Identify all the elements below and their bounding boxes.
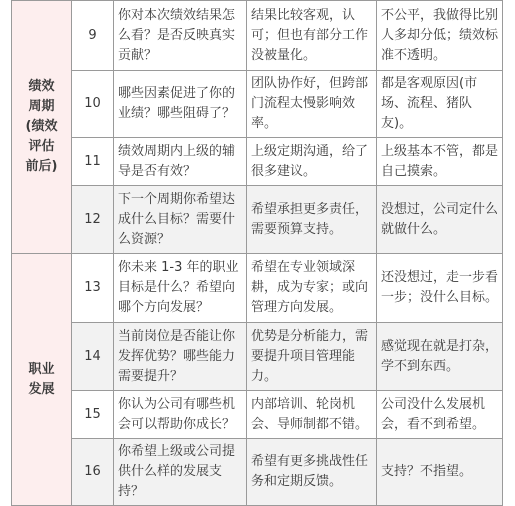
- positive-answer: 希望有更多挑战性任务和定期反馈。: [247, 439, 377, 506]
- positive-answer: 希望在专业领域深耕，成为专家；或向管理方向发展。: [247, 254, 377, 323]
- category-label-line: 前后): [25, 159, 58, 174]
- table-row: [12, 391, 503, 439]
- question-number: 10: [72, 71, 114, 138]
- table-row: [12, 439, 503, 506]
- category-label-line: 绩效: [28, 79, 55, 94]
- table-row: [12, 186, 503, 254]
- positive-answer: 结果比较客观，认可；但也有部分工作没被量化。: [247, 1, 377, 71]
- negative-answer: 支持？不指望。: [377, 439, 503, 506]
- question-text: 你认为公司有哪些机会可以帮助你成长？: [114, 391, 247, 439]
- positive-answer: 优势是分析能力，需要提升项目管理能力。: [247, 323, 377, 391]
- question-text: 你未来 1-3 年的职业目标是什么？希望向哪个方向发展？: [114, 254, 247, 323]
- interview-question-table: [11, 0, 503, 506]
- question-text: 你希望上级或公司提供什么样的发展支持？: [114, 439, 247, 506]
- category-label-line: 职业: [28, 361, 55, 377]
- negative-answer: 都是客观原因(市场、流程、猪队友)。: [377, 71, 503, 138]
- question-number: 14: [72, 323, 114, 391]
- table-row: [12, 71, 503, 138]
- negative-answer: 上级基本不管，都是自己摸索。: [377, 138, 503, 186]
- question-number: 12: [72, 186, 114, 254]
- question-number: 11: [72, 138, 114, 186]
- question-number: 16: [72, 439, 114, 506]
- table-row: [12, 254, 503, 323]
- table-row: [12, 1, 503, 71]
- category-label-line: (绩效: [25, 119, 58, 134]
- question-number: 15: [72, 391, 114, 439]
- positive-answer: 内部培训、轮岗机会、导师制都不错。: [247, 391, 377, 439]
- question-number: 9: [72, 1, 114, 71]
- category-career-development: [12, 254, 72, 506]
- negative-answer: 感觉现在就是打杂，学不到东西。: [377, 323, 503, 391]
- negative-answer: 公司没什么发展机会，看不到希望。: [377, 391, 503, 439]
- table-row: [12, 323, 503, 391]
- category-performance-cycle: [12, 1, 72, 254]
- question-text: 你对本次绩效结果怎么看？是否反映真实贡献？: [114, 1, 247, 71]
- question-text: 哪些因素促进了你的业绩？哪些阻碍了？: [114, 71, 247, 138]
- positive-answer: 团队协作好，但跨部门流程太慢影响效率。: [247, 71, 377, 138]
- category-label-line: 发展: [28, 381, 55, 397]
- negative-answer: 还没想过，走一步看一步；没什么目标。: [377, 254, 503, 323]
- category-label-line: 评估: [28, 139, 55, 154]
- question-text: 下一个周期你希望达成什么目标？需要什么资源？: [114, 186, 247, 254]
- positive-answer: 上级定期沟通，给了很多建议。: [247, 138, 377, 186]
- negative-answer: 不公平，我做得比别人多却分低；绩效标准不透明。: [377, 1, 503, 71]
- question-number: 13: [72, 254, 114, 323]
- category-label-line: 周期: [28, 99, 55, 114]
- question-text: 绩效周期内上级的辅导是否有效？: [114, 138, 247, 186]
- positive-answer: 希望承担更多责任，需要预算支持。: [247, 186, 377, 254]
- table-row: [12, 138, 503, 186]
- question-text: 当前岗位是否能让你发挥优势？哪些能力需要提升？: [114, 323, 247, 391]
- negative-answer: 没想过，公司定什么就做什么。: [377, 186, 503, 254]
